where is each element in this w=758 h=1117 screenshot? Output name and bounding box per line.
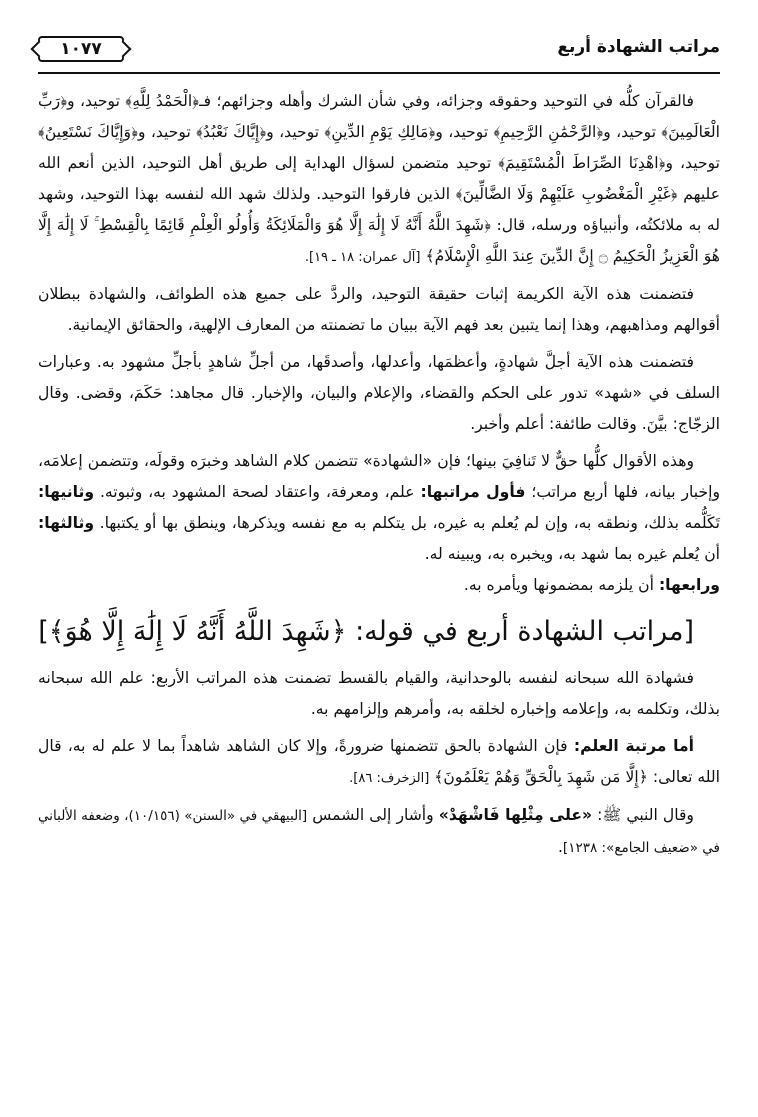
section-heading-verse: ﴿شَهِدَ اللَّهُ أَنَّهُ لَا إِلَٰهَ إِلَّا هُوَ﴾ (48, 616, 347, 647)
main-text (38, 86, 720, 870)
paragraph-hadith (38, 800, 720, 864)
knowledge-level-label: أما مرتبة العلم: (573, 737, 694, 755)
page-number (38, 36, 124, 62)
paragraph-verse-content: فتضمنت هذه الآية الكريمة إثبات حقيقة التوحيد، والردَّ على جميع هذه الطوائف، والشهادة ببطلان أقوالهم ومذاهبهم، وهذا إنما يتبين بعد فهم الآية ببيان ما تضمنته من المعارف الإلهية، والحقائق الإيمانية. (38, 285, 720, 334)
paragraph-text: فالقرآن كلُّه في التوحيد وحقوقه وجزائه، وفي شأن الشرك وأهله وجزائهم؛ فـ﴿الْحَمْدُ لِلَّهِ﴾ توحيد، و﴿رَبِّ الْعَالَمِينَ﴾ توحيد، و﴿الرَّحْمَٰنِ الرَّحِيمِ﴾ توحيد، و﴿مَالِكِ يَوْمِ الدِّينِ﴾ توحيد، و﴿إِيَّاكَ نَعْبُدُ﴾ توحيد، و﴿وَإِيَّاكَ نَسْتَعِينُ﴾ توحيد، و﴿اهْدِنَا الصِّرَاطَ الْمُسْتَقِيمَ﴾ توحيد متضمن لسؤال الهداية إلى طريق أهل التوحيد، الذين أنعم الله عليهم ﴿غَيْرِ الْمَغْضُوبِ عَلَيْهِمْ وَلَا الضَّالِّينَ﴾ الذين فارقوا التوحيد. ولذلك شهد الله لنفسه بهذا التوحيد، وشهد له به ملائكتُه، وأنبياؤه ورسله، قال: ﴿شَهِدَ اللَّهُ أَنَّهُ لَا إِلَٰهَ إِلَّا هُوَ وَالْمَلَائِكَةُ وَأُولُو الْعِلْمِ قَائِمًا بِالْقِسْطِ ۚ لَا إِلَٰهَ إِلَّا هُوَ الْعَزِيزُ الْحَكِيمُ ۝ إِنَّ الدِّينَ عِندَ اللَّهِ الْإِسْلَامُ﴾ (38, 92, 720, 265)
paragraph-four-levels (38, 446, 720, 601)
quran-reference: [الزخرف: ٨٦]. (349, 771, 430, 786)
header-rule (38, 72, 720, 74)
running-header (38, 28, 720, 72)
third-level-label: وثالثها: (38, 514, 95, 532)
chapter-title: مراتب الشهادة أربع (557, 37, 720, 57)
paragraph-text: علم، ومعرفة، واعتقاد لصحة المشهود به، وثبوته. (99, 483, 415, 501)
hadith-text: «على مِثْلِها فَاشْهَدْ» (438, 806, 593, 824)
section-heading: [مراتب الشهادة أربع في قوله: ﴿شَهِدَ اللَّهُ أَنَّهُ لَا إِلَٰهَ إِلَّا هُوَ﴾] (38, 616, 694, 647)
paragraph-greatest-testimony: فتضمنت هذه الآية أجلَّ شهادةٍ، وأعظمَها، وأعدلها، وأصدقَها، من أجلِّ شاهدٍ بأجلِّ مشهود به. وعبارات السلف في «شهد» تدور على الحكم والقضاء، والإعلام والبيان، والإخبار. قال مجاهد: حَكَمَ، وقضى. وقال الزجّاج: بيَّنَ. وقالت طائفة: أعلم وأخبر. (38, 353, 720, 433)
paragraph-tawhid-quran (38, 86, 720, 273)
section-heading-text: مراتب الشهادة أربع في قوله: (355, 616, 684, 647)
paragraph-text: وقال النبي ﷺ: (597, 806, 694, 824)
paragraph-knowledge-level (38, 731, 720, 794)
paragraph-text: وأشار إلى الشمس (312, 806, 434, 824)
first-level-label: فأول مراتبها: (420, 483, 526, 501)
hadith-reference: [البيهقي في «السنن» (١٠/١٥٦)، وضعفه الألباني في «ضعيف الجامع»: ١٢٣٨] (38, 808, 720, 856)
second-level-label: وثانيها: (38, 483, 95, 501)
paragraph-text: فإن الشهادة بالحق تتضمنها ضرورةً، وإلا كان الشاهد شاهداً بما لا علم له به، قال الله تعالى: (38, 737, 720, 786)
paragraph-end: . (557, 838, 563, 856)
quran-reference: [آل عمران: ١٨ ـ ١٩]. (304, 250, 421, 265)
paragraph-god-testimony: فشهادة الله سبحانه لنفسه بالوحدانية، والقيام بالقسط تضمنت هذه المراتب الأربع: علم الله سبحانه بذلك، وتكلمه به، وإعلامه وإخباره لخلقه به، وأمرهم وإلزامهم به. (38, 669, 720, 718)
paragraph-text: أن يُعلم غيره بما شهد به، ويخبره به، ويبينه له. (424, 545, 720, 563)
paragraph-text: وهذه الأقوال كلُّها حقٌّ لا تَنافِيَ بينها؛ فإن «الشهادة» تتضمن كلام الشاهد وخبرَه وقولَه، وتتضمن إعلامَه، وإخبار بيانه، فلها أربع مراتب؛ (38, 452, 720, 501)
paragraph-text: أن يلزمه بمضمونها ويأمره به. (463, 576, 654, 594)
paragraph-text: تَكَلُّمه بذلك، ونطقه به، وإن لم يُعلم به غيره، بل يتكلم به مع نفسه ويذكرها، وينطق بها أو يكتبها. (99, 514, 720, 532)
fourth-level-label: ورابعها: (658, 576, 720, 594)
page-number-text: ١٠٧٧ (60, 39, 102, 59)
quran-verse: ﴿إِلَّا مَن شَهِدَ بِالْحَقِّ وَهُمْ يَعْلَمُونَ﴾ (434, 768, 648, 786)
